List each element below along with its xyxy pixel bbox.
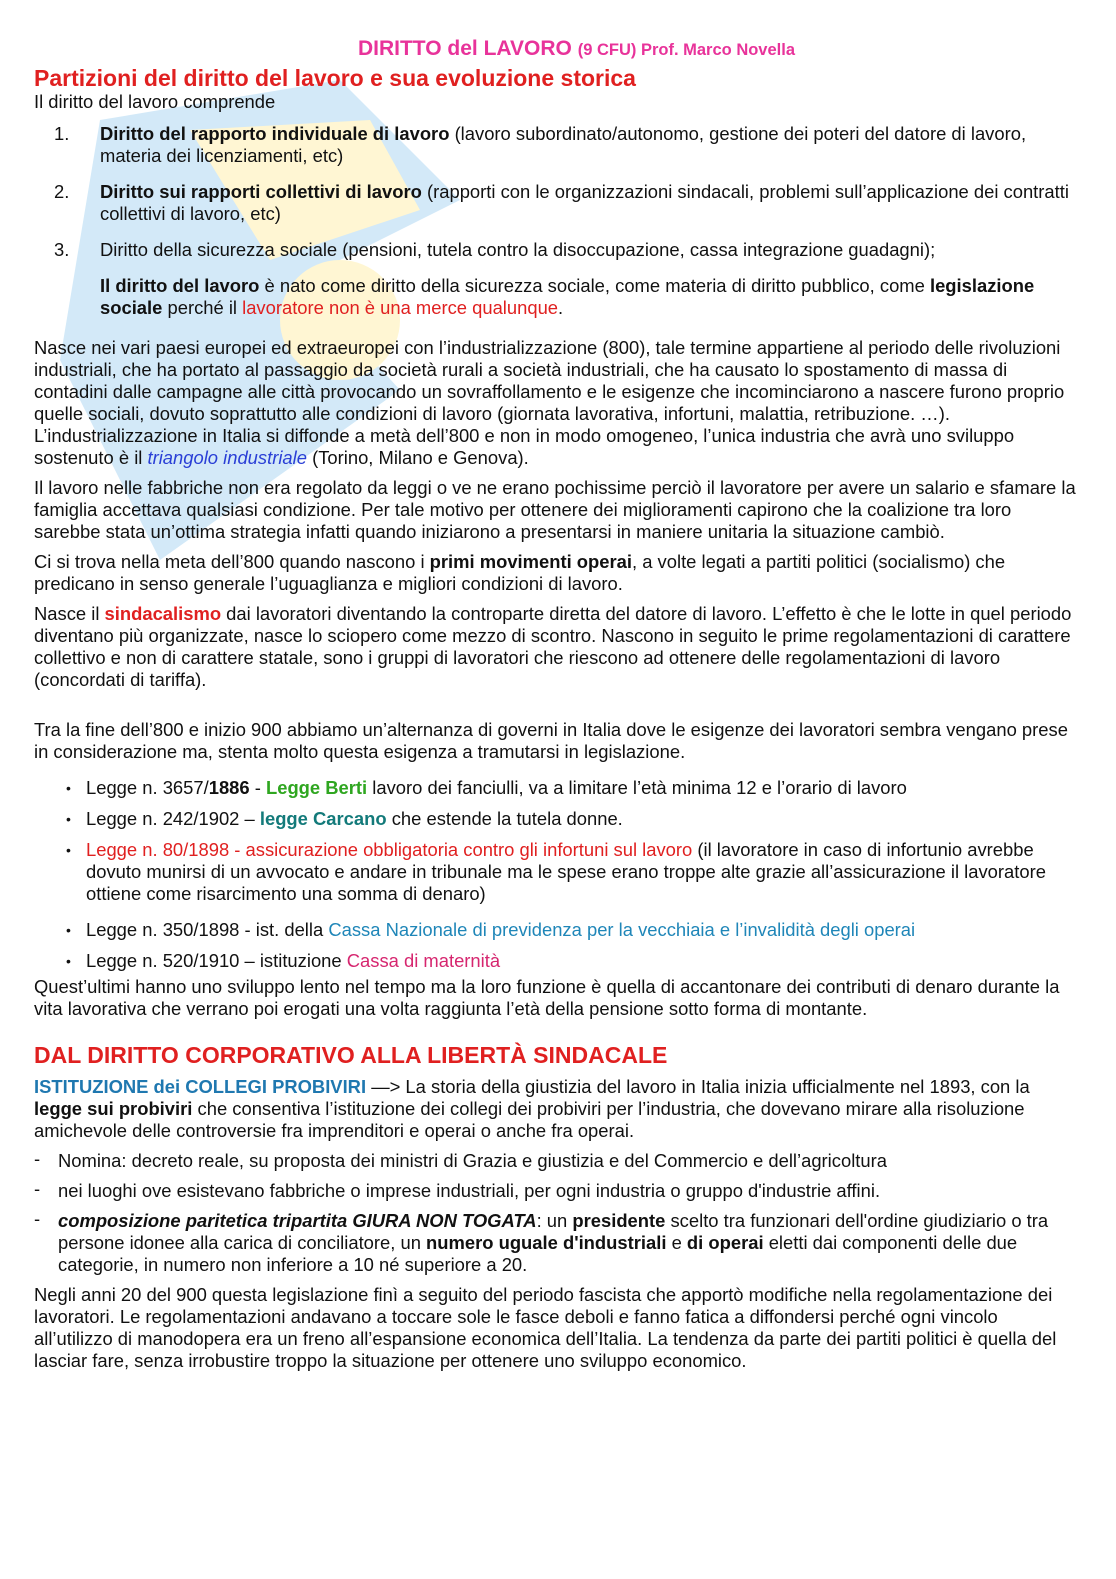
bullet-icon: •	[66, 842, 71, 858]
bullet-icon: •	[66, 780, 71, 796]
paragraph-factories: Il lavoro nelle fabbriche non era regolato da leggi o ve ne erano pochissime perciò il lavoratore per avere un salario e sfamare la famiglia accettava qualsiasi condizione. Per tale motivo per ottenere dei miglioramenti capirono che la coalizione tra loro sarebbe stata un’ottima strategia infatti quando iniziarono a presentarsi in maniere unitaria la situazione cambiò.	[34, 477, 1076, 542]
dash-icon: -	[34, 1148, 41, 1169]
list-item: - Nomina: decreto reale, su proposta dei ministri di Grazia e giustizia e del Commercio e dell’agricoltura	[34, 1148, 887, 1171]
paragraph-governments: Tra la fine dell’800 e inizio 900 abbiamo un’alternanza di governi in Italia dove le esigenze dei lavoratori sembra vengano prese in considerazione ma, stenta molto questa esigenza a tramutarsi in legislazione.	[34, 719, 1068, 762]
list-item: - composizione paritetica tripartita GIURA NON TOGATA: un presidente scelto tra funzionari dell'ordine giudiziario o tra persone idonee alla carica di conciliatore, un numero uguale d'industriali e di operai eletti dai componenti delle due categorie, in numero non inferiore a 10 né superiore a 20.	[34, 1208, 1049, 1275]
list-item: 3. Diritto della sicurezza sociale (pensioni, tutela contro la disoccupazione, cassa integrazione guadagni);	[54, 239, 936, 260]
list-item: • Legge n. 350/1898 - ist. della Cassa Nazionale di previdenza per la vecchiaia e l’invalidità degli operai	[66, 919, 916, 940]
list-item: • Legge n. 80/1898 - assicurazione obbligatoria contro gli infortuni sul lavoro (il lavoratore in caso di infortunio avrebbe dovuto munirsi di un avvocato e andare in tribunale ma le spese erano troppe alte grazie all’assicurazione il lavoratore ottiene come risarcimento una somma di denaro)	[66, 839, 1046, 904]
labor-law-note: Il diritto del lavoro è nato come diritto della sicurezza sociale, come materia di diritto pubblico, come legislazione sociale perché il lavoratore non è una merce qualunque.	[100, 275, 1035, 318]
bullet-icon: •	[66, 953, 71, 969]
partitions-list	[34, 123, 1079, 261]
triangolo-industriale-link[interactable]: triangolo industriale	[147, 447, 307, 468]
list-item: • Legge n. 242/1902 – legge Carcano che estende la tutela donne.	[66, 808, 623, 829]
intro-text: Il diritto del lavoro comprende	[34, 91, 276, 112]
document-page	[34, 36, 1079, 1380]
list-item: 1. Diritto del rapporto individuale di lavoro (lavoro subordinato/autonomo, gestione dei poteri del datore di lavoro, materia dei licenziamenti, etc)	[54, 123, 1027, 166]
title-subtitle: (9 CFU) Prof. Marco Novella	[577, 41, 796, 59]
paragraph-montante: Quest’ultimi hanno uno sviluppo lento nel tempo ma la loro funzione è quella di accantonare dei contributi di denaro durante la vita lavorativa che verrano poi erogati una volta raggiunta l’età della pensione sotto forma di montante.	[34, 976, 1060, 1019]
title-main: DIRITTO del LAVORO	[357, 37, 572, 60]
dash-icon: -	[34, 1178, 41, 1199]
paragraph-sindacalismo: Nasce il sindacalismo dai lavoratori diventando la controparte diretta del datore di lavoro. L’effetto è che le lotte in quel periodo diventano più organizzate, nasce lo sciopero come mezzo di scontro. Nascono in seguito le prime regolamentazioni di carattere collettivo e non di carattere statale, sono i gruppi di lavoratori che riescono ad ottenere delle regolamentazioni di lavoro (concordati di tariffa).	[34, 603, 1072, 690]
list-item: • Legge n. 3657/1886 - Legge Berti lavoro dei fanciulli, va a limitare l’età minima 12 e l’orario di lavoro	[66, 777, 907, 798]
bullet-icon: •	[66, 922, 71, 938]
bullet-icon: •	[66, 811, 71, 827]
section-heading-corporativo: DAL DIRITTO CORPORATIVO ALLA LIBERTÀ SINDACALE	[34, 1042, 668, 1068]
section-heading-partizioni: Partizioni del diritto del lavoro e sua evoluzione storica	[34, 65, 636, 91]
list-item: - nei luoghi ove esistevano fabbriche o imprese industriali, per ogni industria o gruppo d'industrie affini.	[34, 1178, 881, 1201]
dash-icon: -	[34, 1208, 41, 1229]
paragraph-fascist-period: Negli anni 20 del 900 questa legislazione finì a seguito del periodo fascista che apportò modifiche nella regolamentazione dei lavoratori. Le regolamentazioni andavano a toccare sole le fasce deboli e fanno fatica a diffondersi perché ogni vincolo all’utilizzo di manodopera era un freno all’espansione economica dell’Italia. La tendenza da parte dei partiti politici è quella del lasciar fare, senza irrobustire troppo la situazione per ottenere uno sviluppo economico.	[34, 1284, 1057, 1371]
document-title	[34, 36, 1079, 63]
probiviri-details-list	[34, 1150, 1079, 1276]
paragraph-movements: Ci si trova nella meta dell’800 quando nascono i primi movimenti operai, a volte legati a partiti politici (socialismo) che predicano in senso generale l’uguaglianza e migliori condizioni di lavoro.	[34, 551, 1006, 594]
laws-list	[34, 777, 1079, 972]
paragraph-industrialization: Nasce nei vari paesi europei ed extraeuropei con l’industrializzazione (800), tale termine appartiene al periodo delle rivoluzioni industriali, che ha portato al passaggio da società rurali a società industriali, che ha causato lo spostamento di massa di contadini dalle campagne alle città provocando un sovraffollamento e le esigenze che incominciarono a nascere furono proprio quelle sociali, dovuto soprattutto alle condizioni di lavoro (giornata lavorativa, infortuni, malattia, retribuzione. …). L’industrializzazione in Italia si diffonde a metà dell’800 e non in modo omogeneo, l’unica industria che avrà uno sviluppo sostenuto è il triangolo industriale (Torino, Milano e Genova).	[34, 337, 1065, 468]
list-item: 2. Diritto sui rapporti collettivi di lavoro (rapporti con le organizzazioni sindacali, problemi sull’applicazione dei contratti collettivi di lavoro, etc)	[54, 181, 1069, 224]
list-item: • Legge n. 520/1910 – istituzione Cassa di maternità	[66, 950, 501, 971]
paragraph-probiviri: ISTITUZIONE dei COLLEGI PROBIVIRI —> La storia della giustizia del lavoro in Italia inizia ufficialmente nel 1893, con la legge sui probiviri che consentiva l’istituzione dei collegi dei probiviri per l’industria, che dovevano mirare alla risoluzione amichevole delle controversie fra imprenditori e operai o anche fra operai.	[34, 1076, 1030, 1141]
